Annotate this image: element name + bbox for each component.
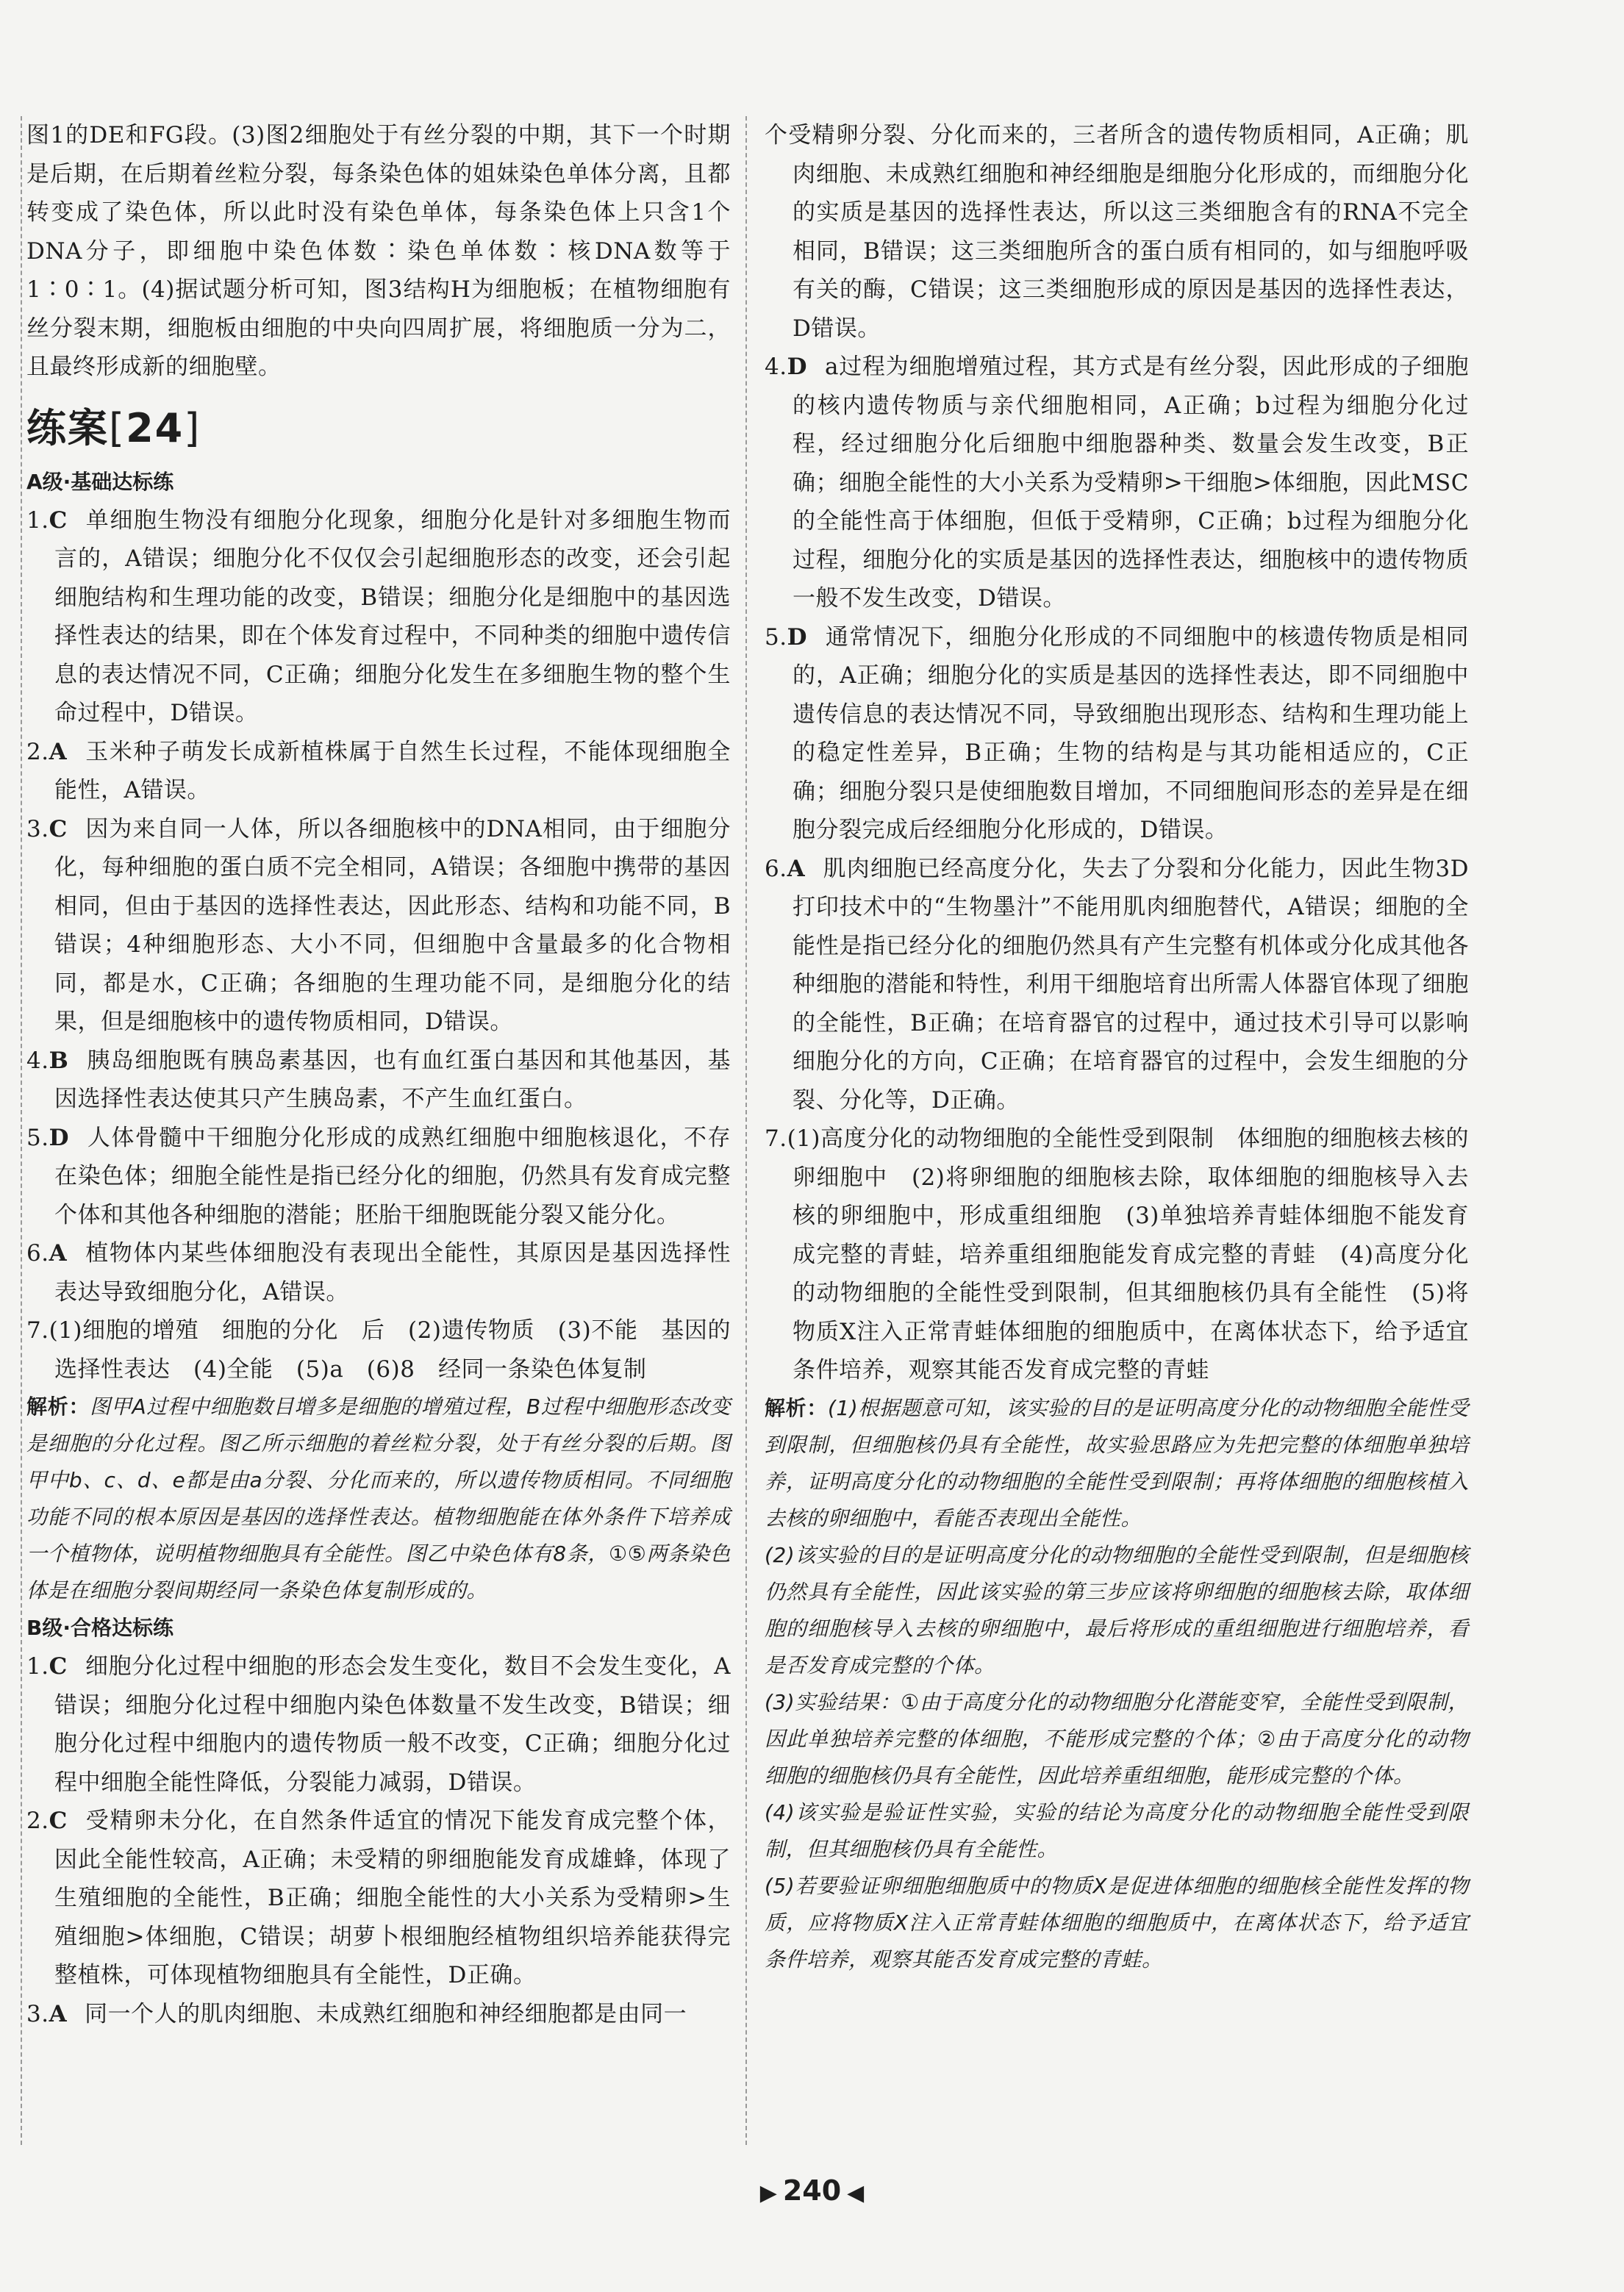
question-item [26, 1042, 731, 1119]
answer-letter: D [49, 1124, 69, 1151]
question-item [26, 501, 731, 733]
question-a7-answer: 7.(1)细胞的增殖 细胞的分化 后 (2)遗传物质 (3)不能 基因的选择性表达 (4)全能 (5)a (6)8 经同一条染色体复制 [26, 1317, 731, 1383]
explanation-label: 解析： [765, 1395, 828, 1420]
question-item [26, 1995, 731, 2034]
question-b7-explanation [765, 1390, 1469, 1978]
answer-explanation: 受精卵未分化，在自然条件适宜的情况下能发育成完整个体，因此全能性较高，A正确；未受精的卵细胞能发育成雄蜂，体现了生殖细胞的全能性，B正确；细胞全能性的大小关系为受精卵>生殖细胞>体细胞，C错误；胡萝卜根细胞经植物组织培养能获得完整植株，可体现植物细胞具有全能性，D正确。 [54, 1808, 731, 1988]
answer-letter: A [49, 2000, 68, 2027]
question-item [26, 733, 731, 810]
explanation-paragraph: (4)该实验是验证性实验，实验的结论为高度分化的动物细胞全能性受到限制，但其细胞核仍具有全能性。 [765, 1799, 1469, 1861]
question-number: 5. [765, 623, 787, 651]
question-number: 4. [26, 1047, 49, 1074]
question-item [26, 1647, 731, 1802]
left-column [26, 116, 731, 2033]
question-item [26, 1119, 731, 1235]
section-title: 练案[24] [26, 404, 201, 451]
page-number: ▶ 240 ◀ [759, 2174, 865, 2207]
answer-letter: A [787, 855, 806, 882]
question-number: 3. [26, 2000, 49, 2027]
answer-explanation: 同一个人的肌肉细胞、未成熟红细胞和神经细胞都是由同一 [85, 2000, 687, 2027]
question-item [765, 348, 1469, 618]
explanation-paragraph: (5)若要验证卵细胞细胞质中的物质X是促进体细胞的细胞核全能性发挥的物质，应将物质X注入正常青蛙体细胞的细胞质中，在离体状态下，给予适宜条件培养，观察其能否发育成完整的青蛙。 [765, 1873, 1469, 1972]
answer-letter: A [49, 1240, 68, 1267]
question-item [26, 1234, 731, 1311]
answer-letter: D [787, 623, 807, 651]
answer-explanation: 细胞分化过程中细胞的形态会发生变化，数目不会发生变化，A错误；细胞分化过程中细胞内染色体数量不发生改变，B错误；细胞分化过程中细胞内的遗传物质一般不改变，C正确；细胞分化过程中细胞全能性降低，分裂能力减弱，D错误。 [54, 1653, 731, 1796]
level-b-heading: B级·合格达标练 [26, 1616, 174, 1640]
question-item [765, 618, 1469, 850]
column-divider [745, 116, 747, 2145]
answer-letter: C [49, 815, 68, 842]
answer-explanation: 单细胞生物没有细胞分化现象，细胞分化是针对多细胞生物而言的，A错误；细胞分化不仅仅会引起细胞形态的改变，还会引起细胞结构和生理功能的改变，B错误；细胞分化是细胞中的基因选择性表达的结果，即在个体发育过程中，不同种类的细胞中遗传信息的表达情况不同，C正确；细胞分化发生在多细胞生物的整个生命过程中，D错误。 [54, 506, 731, 726]
question-a7-explanation: 解析：图甲A过程中细胞数目增多是细胞的增殖过程，B过程中细胞形态改变是细胞的分化过程。图乙所示细胞的着丝粒分裂，处于有丝分裂的后期。图甲中b、c、d、e都是由a分裂、分化而来的，所以遗传物质相同。不同细胞功能不同的根本原因是基因的选择性表达。植物细胞能在体外条件下培养成一个植物体，说明植物细胞具有全能性。图乙中染色体有8条，①⑤两条染色体是在细胞分裂间期经同一条染色体复制形成的。 [26, 1394, 731, 1602]
level-b-list [26, 1647, 731, 2033]
right-question-list [765, 348, 1469, 1120]
question-number: 3. [26, 815, 49, 842]
question-b3-continued: 个受精卵分裂、分化而来的，三者所含的遗传物质相同，A正确；肌肉细胞、未成熟红细胞和神经细胞是细胞分化形成的，而细胞分化的实质是基因的选择性表达，所以这三类细胞含有的RNA不完全相同，B错误；这三类细胞所含的蛋白质有相同的，如与细胞呼吸有关的酶，C错误；这三类细胞形成的原因是基因的选择性表达，D错误。 [765, 122, 1469, 342]
right-column [765, 116, 1469, 1978]
level-a-heading: A级·基础达标练 [26, 469, 174, 494]
question-number: 6. [26, 1240, 49, 1267]
explanation-text: (1)根据题意可知，该实验的目的是证明高度分化的动物细胞全能性受到限制，但细胞核仍具有全能性，故实验思路应为先把完整的体细胞单独培养，证明高度分化的动物细胞的全能性受到限制；再将体细胞的细胞核植入去核的卵细胞中，看能否表现出全能性。 [765, 1395, 1469, 1530]
question-number: 1. [26, 1653, 49, 1680]
answer-letter: B [49, 1047, 69, 1074]
answer-letter: C [49, 1808, 68, 1834]
level-a-list [26, 501, 731, 1312]
question-number: 2. [26, 1808, 49, 1834]
explanation-paragraph [765, 1390, 1469, 1537]
question-b7-answer: 7.(1)高度分化的动物细胞的全能性受到限制 体细胞的细胞核去核的卵细胞中 (2)将卵细胞的细胞核去除，取体细胞的细胞核导入去核的卵细胞中，形成重组细胞 (3)单独培养青蛙体细胞不能发育成完整的青蛙，培养重组细胞能发育成完整的青蛙 (4)高度分化的动物细胞的全能性受到限制，但其细胞核仍具有全能性 (5)将物质X注入正常青蛙体细胞的细胞质中，在离体状态下，给予适宜条件培养，观察其能否发育成完整的青蛙 [765, 1125, 1469, 1383]
answer-explanation: 肌肉细胞已经高度分化，失去了分裂和分化能力，因此生物3D打印技术中的“生物墨汁”不能用肌肉细胞替代，A错误；细胞的全能性是指已经分化的细胞仍然具有产生完整有机体或分化成其他各种细胞的潜能和特性，利用干细胞培育出所需人体器官体现了细胞的全能性，B正确；在培育器官的过程中，通过技术引导可以影响细胞分化的方向，C正确；在培育器官的过程中，会发生细胞的分裂、分化等，D正确。 [793, 855, 1469, 1114]
answer-letter: C [49, 1653, 68, 1680]
question-item [26, 810, 731, 1042]
answer-explanation: 通常情况下，细胞分化形成的不同细胞中的核遗传物质是相同的，A正确；细胞分化的实质是基因的选择性表达，即不同细胞中遗传信息的表达情况不同，导致细胞出现形态、结构和生理功能上的稳定性差异，B正确；生物的结构是与其功能相适应的，C正确；细胞分裂只是使细胞数目增加，不同细胞间形态的差异是在细胞分裂完成后经细胞分化形成的，D错误。 [793, 623, 1469, 843]
answer-explanation: 胰岛细胞既有胰岛素基因，也有血红蛋白基因和其他基因，基因选择性表达使其只产生胰岛素，不产生血红蛋白。 [54, 1047, 731, 1112]
question-item [765, 850, 1469, 1120]
question-item [26, 1802, 731, 1995]
intro-paragraph: 图1的DE和FG段。(3)图2细胞处于有丝分裂的中期，其下一个时期是后期，在后期着丝粒分裂，每条染色体的姐妹染色单体分离，且都转变成了染色体，所以此时没有染色单体，每条染色体上只含1个DNA分子，即细胞中染色体数∶染色单体数∶核DNA数等于1∶0∶1。(4)据试题分析可知，图3结构H为细胞板；在植物细胞有丝分裂末期，细胞板由细胞的中央向四周扩展，将细胞质一分为二，且最终形成新的细胞壁。 [26, 122, 731, 380]
section-number: 24 [126, 404, 185, 451]
question-number: 4. [765, 354, 787, 380]
explanation-paragraph: (2)该实验的目的是证明高度分化的动物细胞的全能性受到限制，但是细胞核仍然具有全能性，因此该实验的第三步应该将卵细胞的细胞核去除，取体细胞的细胞核导入去核的卵细胞中，最后将形成的重组细胞进行细胞培养，看是否发育成完整的个体。 [765, 1542, 1469, 1677]
answer-explanation: a过程为细胞增殖过程，其方式是有丝分裂，因此形成的子细胞的核内遗传物质与亲代细胞相同，A正确；b过程为细胞分化过程，经过细胞分化后细胞中细胞器种类、数量会发生改变，B正确；细胞全能性的大小关系为受精卵>干细胞>体细胞，因此MSC的全能性高于体细胞，但低于受精卵，C正确；b过程为细胞分化过程，细胞分化的实质是基因的选择性表达，细胞核中的遗传物质一般不发生改变，D错误。 [793, 354, 1469, 612]
question-number: 5. [26, 1124, 49, 1151]
answer-letter: C [49, 506, 68, 534]
answer-explanation: 人体骨髓中干细胞分化形成的成熟红细胞中细胞核退化，不存在染色体；细胞全能性是指已经分化的细胞，仍然具有发育成完整个体和其他各种细胞的潜能；胚胎干细胞既能分裂又能分化。 [54, 1124, 731, 1228]
right-arrow-icon: ▶ [759, 2180, 777, 2206]
question-number: 2. [26, 738, 49, 765]
explanation-paragraph: (3)实验结果：①由于高度分化的动物细胞分化潜能变窄，全能性受到限制，因此单独培养完整的体细胞，不能形成完整的个体；②由于高度分化的动物细胞的细胞核仍具有全能性，因此培养重组细胞，能形成完整的个体。 [765, 1689, 1469, 1788]
answer-explanation: 因为来自同一人体，所以各细胞核中的DNA相同，由于细胞分化，每种细胞的蛋白质不完全相同，A错误；各细胞中携带的基因相同，但由于基因的选择性表达，因此形态、结构和功能不同，B错误；4种细胞形态、大小不同，但细胞中含量最多的化合物相同，都是水，C正确；各细胞的生理功能不同，是细胞分化的结果，但是细胞核中的遗传物质相同，D错误。 [54, 815, 731, 1035]
answer-explanation: 玉米种子萌发长成新植株属于自然生长过程，不能体现细胞全能性，A错误。 [54, 738, 731, 803]
answer-letter: A [49, 738, 68, 765]
left-arrow-icon: ◀ [847, 2180, 865, 2206]
question-number: 1. [26, 506, 49, 534]
answer-explanation: 植物体内某些体细胞没有表现出全能性，其原因是基因选择性表达导致细胞分化，A错误。 [54, 1240, 731, 1306]
answer-letter: D [787, 354, 807, 380]
question-number: 6. [765, 855, 787, 882]
